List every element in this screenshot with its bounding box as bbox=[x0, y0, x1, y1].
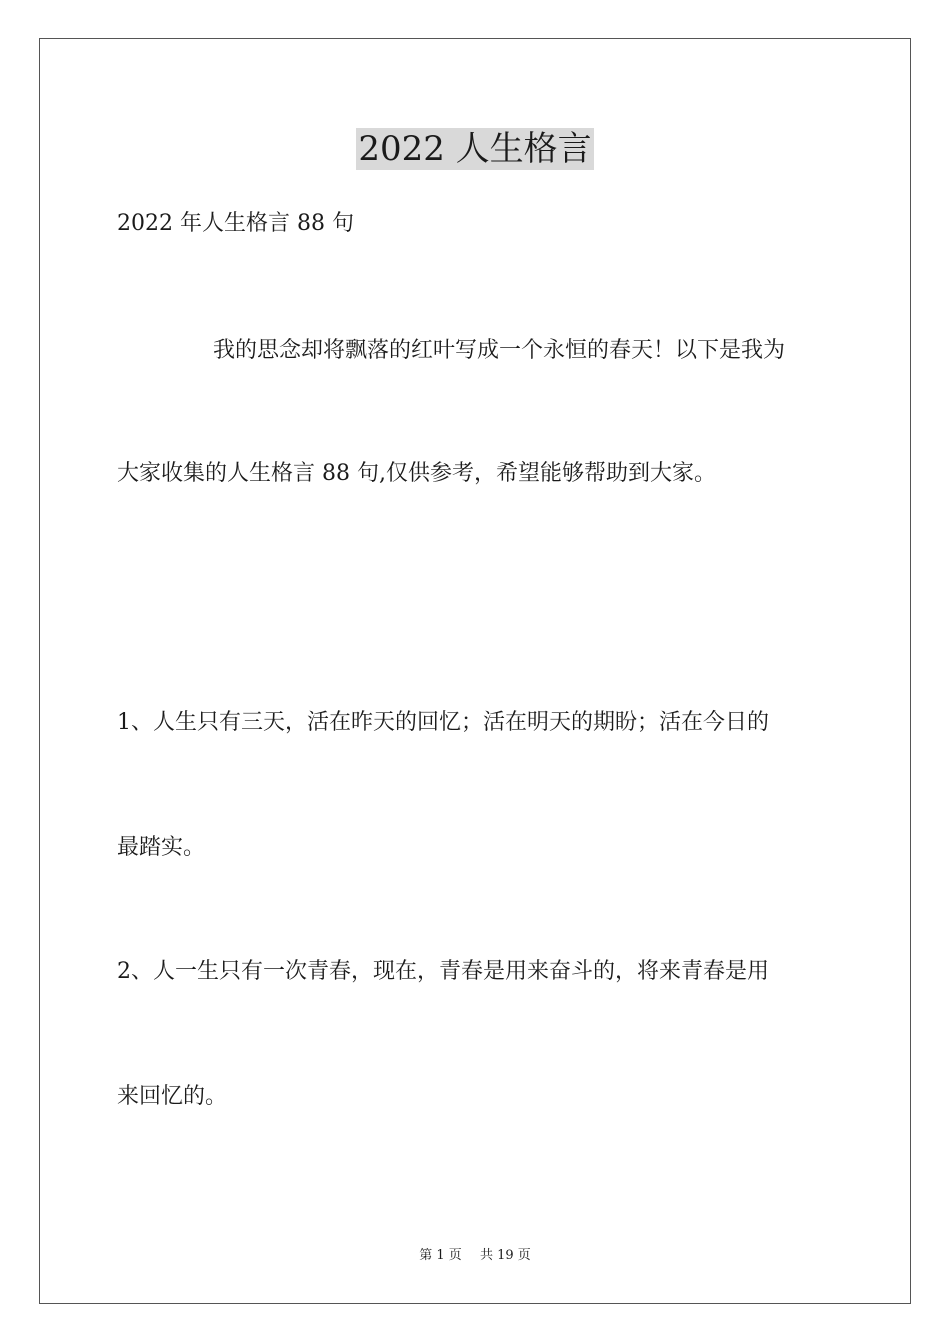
intro-line-2: 大家收集的人生格言 88 句,仅供参考，希望能够帮助到大家。 bbox=[117, 461, 716, 486]
document-title: 2022 人生格言 bbox=[358, 129, 592, 169]
page-number: 第 1 页 bbox=[419, 1248, 462, 1263]
page-footer bbox=[0, 1247, 950, 1265]
document-title-wrapper bbox=[0, 128, 950, 177]
document-subtitle: 2022 年人生格言 88 句 bbox=[117, 211, 354, 236]
item-1-line-1: 1、人生只有三天，活在昨天的回忆；活在明天的期盼；活在今日的 bbox=[117, 710, 769, 735]
intro-line-1: 我的思念却将飘落的红叶写成一个永恒的春天！以下是我为 bbox=[213, 338, 786, 363]
item-2-line-1: 2、人一生只有一次青春，现在，青春是用来奋斗的，将来青春是用 bbox=[117, 959, 769, 984]
page-total: 共 19 页 bbox=[479, 1248, 531, 1263]
item-2-line-2: 来回忆的。 bbox=[117, 1084, 228, 1109]
item-1-line-2: 最踏实。 bbox=[117, 835, 206, 860]
